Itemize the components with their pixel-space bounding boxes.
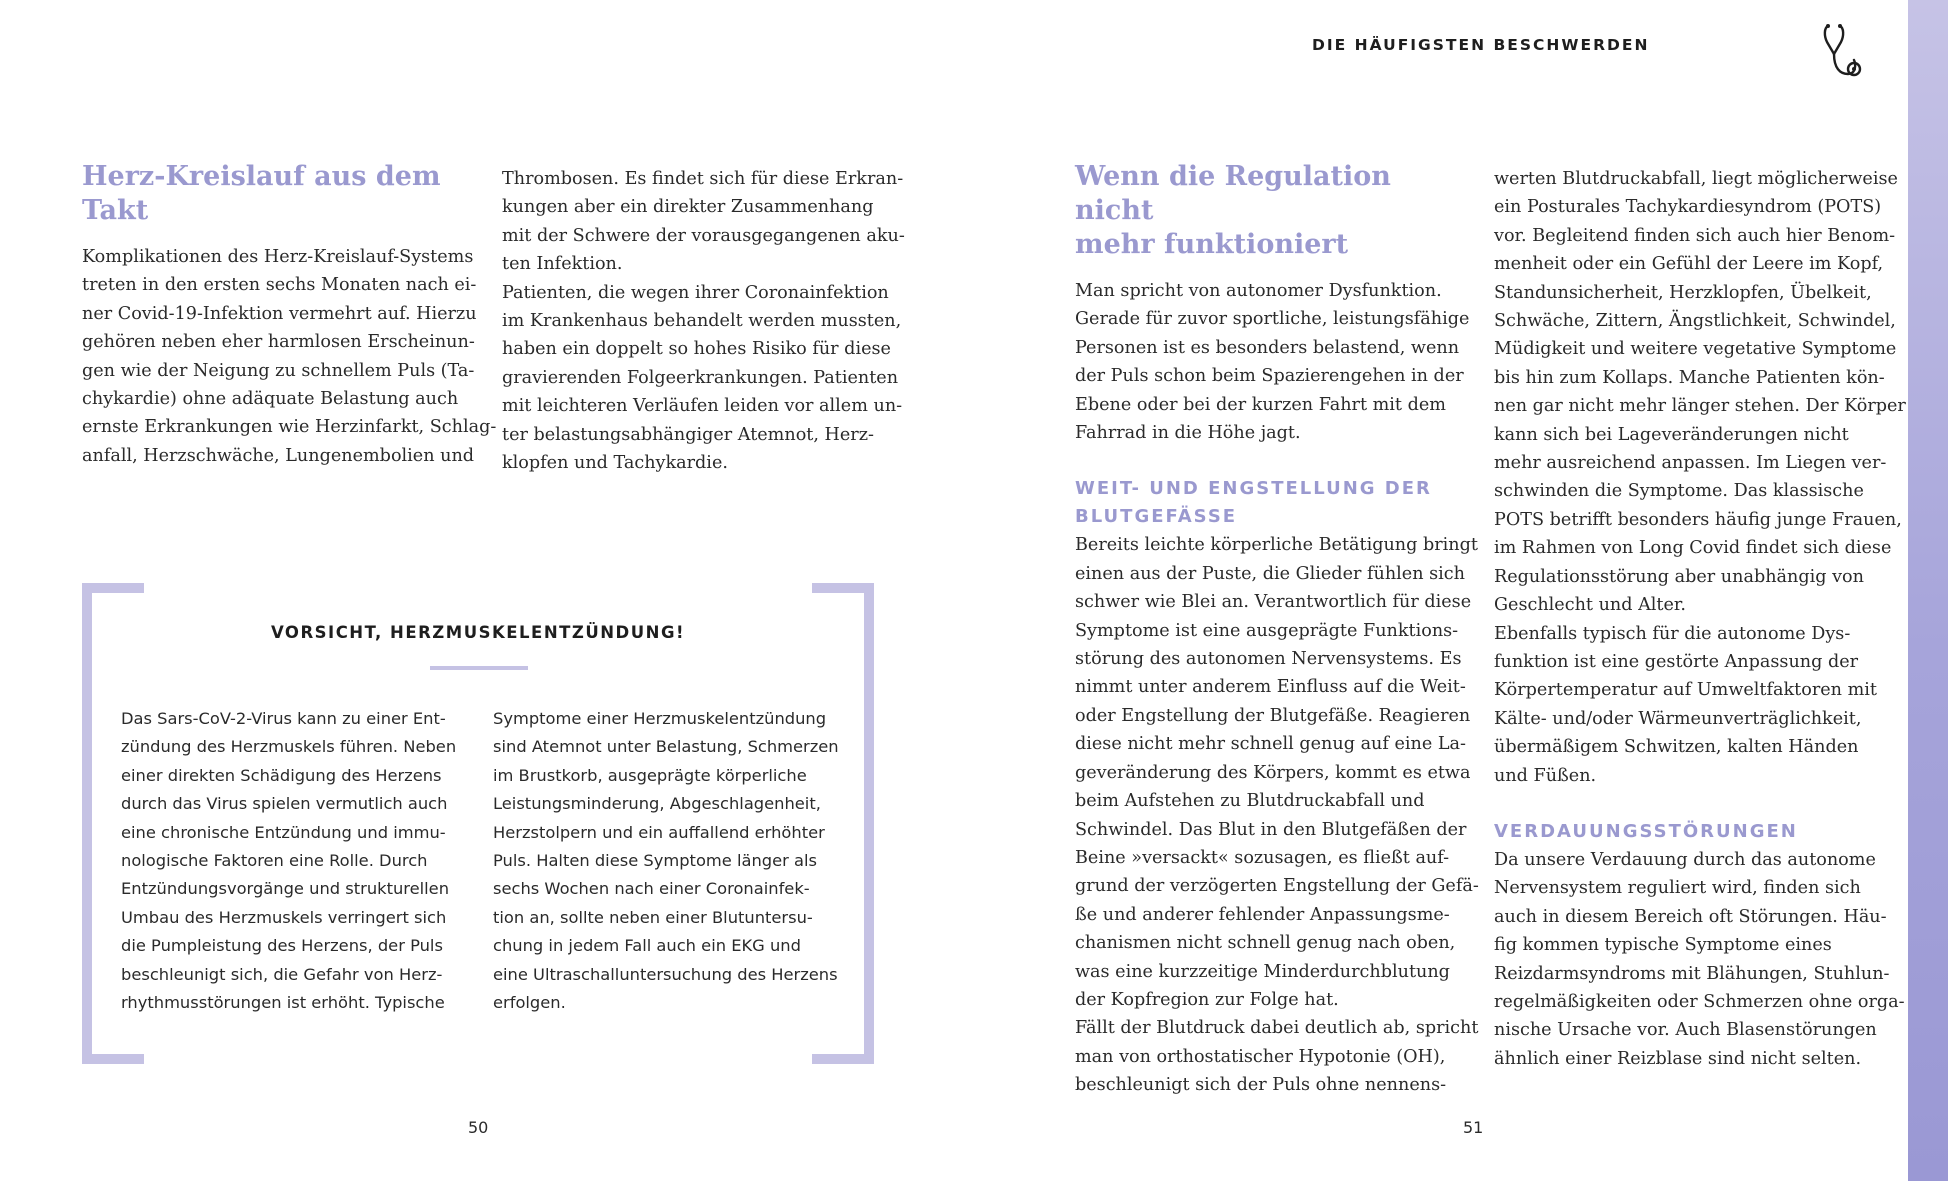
text-line: geveränderung des Körpers, kommt es etwa	[1075, 762, 1471, 783]
text-line: Puls. Halten diese Symptome länger als	[493, 851, 817, 871]
text-line: im Rahmen von Long Covid findet sich diese	[1494, 538, 1892, 559]
text-line: schwer wie Blei an. Verantwortlich für diese	[1075, 592, 1472, 613]
text-line: ter belastungsabhängiger Atemnot, Herz-	[502, 424, 874, 445]
intro-paragraph	[1075, 277, 1470, 447]
text-line: im Krankenhaus behandelt werden mussten,	[502, 311, 902, 332]
text-line: menheit oder ein Gefühl der Leere im Kopf,	[1494, 254, 1884, 275]
text-line: Nervensystem reguliert wird, finden sich	[1494, 878, 1861, 899]
text-line: grund der verzögerten Engstellung der Gefä-	[1075, 876, 1479, 897]
subheading-blutgefaesse: WEIT- UND ENGSTELLUNG DER BLUTGEFÄSSE	[1075, 478, 1432, 528]
text-line: Personen ist es besonders belastend, wenn	[1075, 337, 1460, 358]
text-line: einen aus der Puste, die Glieder fühlen sich	[1075, 563, 1465, 584]
subheading-verdauung: VERDAUUNGSSTÖRUNGEN	[1494, 820, 1798, 842]
text-line: sind Atemnot unter Belastung, Schmerzen	[493, 737, 839, 757]
text-line: im Brustkorb, ausgeprägte körperliche	[493, 765, 807, 785]
text-line: Schwindel. Das Blut in den Blutgefäßen der	[1075, 819, 1467, 840]
text-line: nische Ursache vor. Auch Blasenstörungen	[1494, 1020, 1877, 1041]
text-line: Körpertemperatur auf Umweltfaktoren mit	[1494, 680, 1877, 701]
text-line: Fällt der Blutdruck dabei deutlich ab, spricht	[1075, 1018, 1479, 1039]
text-line: gravierenden Folgeerkrankungen. Patienten	[502, 367, 899, 388]
text-line: schwinden die Symptome. Das klassische	[1494, 481, 1864, 502]
text-line: Entzündungsvorgänge und strukturellen	[121, 879, 450, 899]
text-line: nimmt unter anderem Einfluss auf die Weit-	[1075, 677, 1466, 698]
text-line: eine Ultraschalluntersuchung des Herzens	[493, 964, 838, 984]
text-line: Komplikationen des Herz-Kreislauf-Systems	[82, 247, 474, 267]
text-line: erfolgen.	[493, 993, 566, 1013]
text-line: übermäßigem Schwitzen, kalten Händen	[1494, 737, 1859, 758]
text-line: werten Blutdruckabfall, liegt möglicherweise	[1494, 169, 1898, 189]
body-paragraph	[1494, 846, 1905, 1073]
text-line: oder Engstellung der Blutgefäße. Reagieren	[1075, 705, 1471, 726]
text-line: klopfen und Tachykardie.	[502, 453, 728, 474]
running-head: DIE HÄUFIGSTEN BESCHWERDEN	[1312, 36, 1650, 54]
text-line: Patienten, die wegen ihrer Coronainfektion	[502, 282, 889, 303]
text-line: nen gar nicht mehr länger stehen. Der Körper	[1494, 396, 1906, 417]
text-line: mehr ausreichend anpassen. Im Liegen ver-	[1494, 453, 1887, 474]
text-line: tion an, sollte neben einer Blutuntersu-	[493, 907, 813, 927]
text-line: rhythmusstörungen ist erhöht. Typische	[121, 993, 445, 1013]
text-line: Symptome einer Herzmuskelentzündung	[493, 709, 827, 728]
text-line: Regulationsstörung aber unabhängig von	[1494, 566, 1864, 587]
text-line: Das Sars-CoV-2-Virus kann zu einer Ent-	[121, 709, 446, 728]
box-divider	[430, 666, 528, 670]
text-line: Man spricht von autonomer Dysfunktion.	[1075, 281, 1442, 301]
text-line: regelmäßigkeiten oder Schmerzen ohne orga-	[1494, 991, 1905, 1012]
text-line: der Kopfregion zur Folge hat.	[1075, 989, 1339, 1010]
text-line: beschleunigt sich der Puls ohne nennens-	[1075, 1075, 1447, 1096]
text-line: ähnlich einer Reizblase sind nicht selten.	[1494, 1048, 1862, 1069]
text-line: Thrombosen. Es findet sich für diese Erkran-	[502, 169, 904, 189]
text-line: Gerade für zuvor sportliche, leistungsfähige	[1075, 309, 1470, 330]
text-line: der Puls schon beim Spazierengehen in der	[1075, 366, 1464, 387]
text-line: kungen aber ein direkter Zusammenhang	[502, 197, 874, 218]
text-line: mit leichteren Verläufen leiden vor allem un-	[502, 396, 903, 417]
text-line: treten in den ersten sechs Monaten nach ei-	[82, 275, 477, 296]
text-line: sechs Wochen nach einer Coronainfek-	[493, 879, 810, 899]
text-line: diese nicht mehr schnell genug auf eine La-	[1075, 734, 1466, 755]
box-title: VORSICHT, HERZMUSKELENTZÜNDUNG!	[270, 623, 686, 642]
text-line: durch das Virus spielen vermutlich auch	[121, 794, 448, 814]
text-line: Leistungsminderung, Abgeschlagenheit,	[493, 794, 821, 814]
text-line: ernste Erkrankungen wie Herzinfarkt, Schlag-	[82, 417, 497, 438]
text-line: zündung des Herzmuskels führen. Neben	[121, 737, 457, 757]
text-line: Reizdarmsyndroms mit Blähungen, Stuhlun-	[1494, 963, 1890, 984]
stethoscope-icon	[1822, 20, 1868, 82]
left-column-1	[82, 160, 497, 470]
text-line: man von orthostatischer Hypotonie (OH),	[1075, 1046, 1446, 1067]
text-line: beim Aufstehen zu Blutdruckabfall und	[1075, 791, 1425, 812]
text-line: POTS betrifft besonders häufig junge Frauen,	[1494, 509, 1902, 530]
text-line: auch in diesem Bereich oft Störungen. Häu-	[1494, 906, 1887, 927]
text-line: chykardie) ohne adäquate Belastung auch	[82, 389, 459, 410]
text-line: Standunsicherheit, Herzklopfen, Übelkeit,	[1494, 282, 1872, 303]
text-line: Symptome ist eine ausgeprägte Funktions-	[1075, 620, 1459, 641]
text-line: die Pumpleistung des Herzens, der Puls	[121, 936, 443, 956]
text-line: Umbau des Herzmuskels verringert sich	[121, 907, 447, 927]
text-line: störung des autonomen Nervensystems. Es	[1075, 649, 1462, 670]
text-line: Ebenfalls typisch für die autonome Dys-	[1494, 623, 1851, 644]
text-line: Bereits leichte körperliche Betätigung bringt	[1075, 535, 1478, 556]
body-paragraph	[1494, 165, 1906, 790]
text-line: Schwäche, Zittern, Ängstlichkeit, Schwindel,	[1494, 311, 1896, 332]
text-line: funktion ist eine gestörte Anpassung der	[1494, 651, 1859, 672]
text-line: Kälte- und/oder Wärmeunverträglichkeit,	[1494, 708, 1862, 729]
right-column-1	[1075, 160, 1479, 1100]
text-line: Beine »versackt« sozusagen, es fließt auf-	[1075, 847, 1450, 868]
text-line: eine chronische Entzündung und immu-	[121, 822, 446, 842]
text-line: kann sich bei Lageveränderungen nicht	[1494, 424, 1849, 445]
text-line: und Füßen.	[1494, 765, 1597, 786]
box-column-1	[121, 705, 466, 1017]
text-line: Herzstolpern und ein auffallend erhöhter	[493, 822, 825, 842]
section-heading-regulation: Wenn die Regulation nicht mehr funktioniert	[1075, 161, 1391, 260]
text-line: ten Infektion.	[502, 254, 623, 275]
page-number-left: 50	[468, 1118, 489, 1137]
body-paragraph	[502, 165, 905, 477]
text-line: gehören neben eher harmlosen Erscheinun-	[82, 332, 475, 353]
text-line: chung in jedem Fall auch ein EKG und	[493, 936, 801, 956]
text-line: Fahrrad in die Höhe jagt.	[1075, 423, 1301, 444]
text-line: Geschlecht und Alter.	[1494, 595, 1686, 616]
text-line: nologische Faktoren eine Rolle. Durch	[121, 851, 428, 871]
text-line: Müdigkeit und weitere vegetative Symptome	[1494, 339, 1897, 360]
text-line: ner Covid-19-Infektion vermehrt auf. Hierzu	[82, 303, 477, 324]
right-column-2	[1494, 165, 1906, 1073]
text-line: chanismen nicht schnell genug nach oben,	[1075, 933, 1456, 954]
text-line: gen wie der Neigung zu schnellem Puls (Ta-	[82, 360, 475, 381]
text-line: bis hin zum Kollaps. Manche Patienten kön-	[1494, 367, 1885, 388]
text-line: mit der Schwere der vorausgegangenen aku-	[502, 225, 905, 246]
text-line: Ebene oder bei der kurzen Fahrt mit dem	[1075, 394, 1446, 415]
text-line: fig kommen typische Symptome eines	[1494, 935, 1832, 956]
text-line: was eine kurzzeitige Minderdurchblutung	[1075, 961, 1450, 982]
text-line: beschleunigt sich, die Gefahr von Herz-	[121, 964, 443, 984]
section-heading-herz-kreislauf: Herz-Kreislauf aus dem Takt	[82, 161, 441, 226]
body-paragraph	[82, 243, 497, 470]
text-line: vor. Begleitend finden sich auch hier Benom-	[1494, 225, 1896, 246]
page-number-right: 51	[1463, 1118, 1484, 1137]
text-line: ein Posturales Tachykardiesyndrom (POTS)	[1494, 197, 1882, 218]
text-line: haben ein doppelt so hohes Risiko für diese	[502, 339, 891, 360]
text-line: anfall, Herzschwäche, Lungenembolien und	[82, 445, 475, 466]
text-line: einer direkten Schädigung des Herzens	[121, 765, 442, 785]
left-column-2	[502, 165, 905, 477]
text-line: Da unsere Verdauung durch das autonome	[1494, 849, 1876, 870]
text-line: ße und anderer fehlender Anpassungsme-	[1075, 904, 1450, 925]
body-paragraph	[1075, 531, 1479, 1099]
decorative-edge-band	[1908, 0, 1948, 1181]
warning-box	[82, 583, 874, 1064]
box-column-2	[493, 705, 838, 1017]
